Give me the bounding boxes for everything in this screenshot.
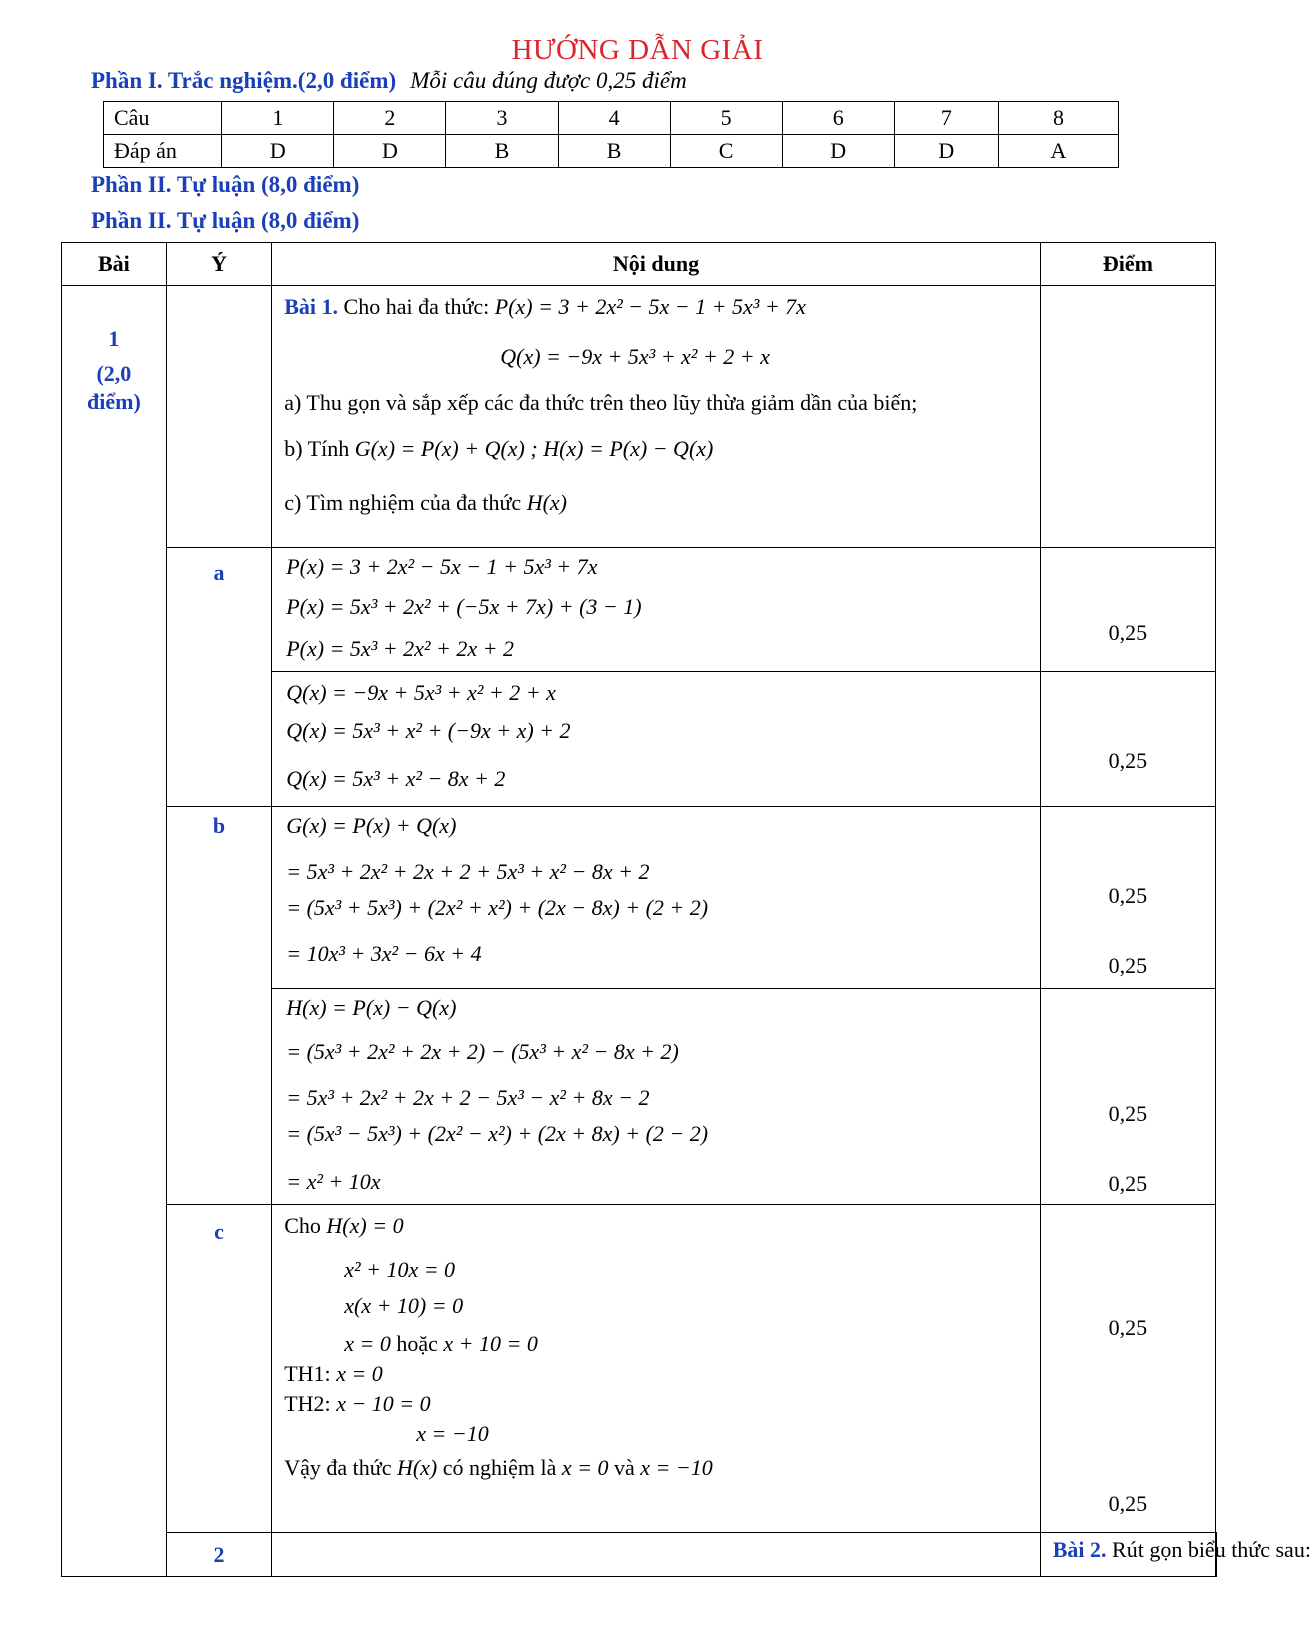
bai1-score-cell: [1040, 286, 1215, 548]
part-c-row: [62, 1205, 1217, 1533]
part-a-label: a: [166, 548, 271, 807]
answer-table: [103, 101, 1119, 168]
part-c-th1-math: x = 0: [336, 1361, 383, 1386]
part-a-q-score-cell: [1040, 672, 1215, 807]
bai2-label: Bài 2.: [1052, 1537, 1107, 1562]
answer-row-label: Câu: [104, 102, 222, 135]
part-a-p-line: P(x) = 5x³ + 2x² + (−5x + 7x) + (3 − 1): [286, 594, 642, 619]
part2-heading-repeat: Phần II. Tự luận (8,0 điểm): [91, 208, 360, 233]
bai1-task-b-text: b) Tính: [284, 436, 355, 461]
question-cell: 1: [222, 102, 334, 135]
part-b-g-line: G(x) = P(x) + Q(x): [286, 813, 457, 838]
bai1-task-b-math: G(x) = P(x) + Q(x) ; H(x) = P(x) − Q(x): [354, 436, 714, 461]
part-b-h-line: = 5x³ + 2x² + 2x + 2 − 5x³ − x² + 8x − 2: [286, 1085, 650, 1110]
answer-table-row-questions: [104, 102, 1119, 135]
bai1-y-cell: [166, 286, 271, 548]
part-c-math: x + 10 = 0: [443, 1331, 538, 1356]
part-b-g-line: = 10x³ + 3x² − 6x + 4: [286, 941, 482, 966]
answer-cell: D: [222, 135, 334, 168]
answer-cell: C: [670, 135, 782, 168]
solution-header-row: [62, 243, 1217, 286]
answer-cell: D: [334, 135, 446, 168]
bai1-task-a: a) Thu gọn và sắp xếp các đa thức trên theo lũy thừa giảm dần của biến;: [284, 390, 918, 415]
answer-cell: B: [558, 135, 670, 168]
score-value: 0,25: [1108, 953, 1148, 978]
part-c-text: có nghiệm là: [437, 1455, 562, 1480]
part-b-label: b: [166, 807, 271, 1205]
part-b-h-score-cell: [1040, 989, 1215, 1205]
part-a-q-content: [272, 672, 1041, 807]
bai2-number: 2: [166, 1533, 271, 1577]
bai1-points: (2,0 điểm): [87, 361, 141, 414]
question-cell: 2: [334, 102, 446, 135]
bai1-task-c: [284, 490, 567, 516]
part-c-th2-math: x − 10 = 0: [336, 1391, 431, 1416]
answer-cell: D: [782, 135, 894, 168]
part-b-h-content: [272, 989, 1041, 1205]
part2-heading: Phần II. Tự luận (8,0 điểm): [91, 172, 360, 197]
part-c-math: x = 0: [344, 1331, 391, 1356]
part-c-th2-label: TH2:: [284, 1391, 337, 1416]
bai1-intro-line: [284, 294, 806, 320]
part-a-p-row: [62, 548, 1217, 672]
part1-heading-text: Phần I. Trắc nghiệm.(2,0 điểm): [91, 68, 397, 93]
part-c-text: và: [608, 1455, 641, 1480]
part-c-th1: [284, 1361, 383, 1387]
score-value: 0,25: [1108, 748, 1148, 773]
part-c-content: [272, 1205, 1041, 1533]
answer-cell: D: [894, 135, 998, 168]
header-noi-dung: Nội dung: [272, 243, 1041, 286]
part-b-g-content: [272, 807, 1041, 989]
part-b-h-line: = x² + 10x: [286, 1169, 381, 1194]
header-y: Ý: [166, 243, 271, 286]
part-c-th2-result: x = −10: [416, 1421, 489, 1446]
solution-table: [61, 242, 1311, 1577]
score-value: 0,25: [1108, 1171, 1148, 1196]
part-a-p-content: [272, 548, 1041, 672]
page-title: HƯỚNG DẪN GIẢI: [511, 34, 764, 66]
part-a-q-line: Q(x) = −9x + 5x³ + x² + 2 + x: [286, 680, 556, 705]
bai1-task-c-math: H(x): [526, 490, 567, 515]
score-value: 0,25: [1108, 620, 1148, 645]
part-a-q-line: Q(x) = 5x³ + x² + (−9x + x) + 2: [286, 718, 571, 743]
bai1-P: P(x) = 3 + 2x² − 5x − 1 + 5x³ + 7x: [494, 294, 806, 319]
answer-table-row-answers: [104, 135, 1119, 168]
bai2-text: Rút gọn biểu thức sau:: [1106, 1537, 1311, 1562]
part-b-g-score-cell: [1040, 807, 1215, 989]
part-c-cho-math: H(x) = 0: [326, 1213, 404, 1238]
part-a-p-line: P(x) = 5x³ + 2x² + 2x + 2: [286, 636, 514, 661]
bai2-row: [62, 1533, 1217, 1577]
part-c-cho: [284, 1213, 403, 1239]
part-b-h-line: = (5x³ − 5x³) + (2x² − x²) + (2x + 8x) + (2 − 2): [286, 1121, 709, 1146]
part-c-math: x = 0: [561, 1455, 609, 1480]
question-cell: 7: [894, 102, 998, 135]
score-value: 0,25: [1108, 1491, 1148, 1516]
part-a-p-score-cell: [1040, 548, 1215, 672]
bai2-content: [1040, 1533, 1311, 1577]
part-c-text: hoặc: [390, 1331, 444, 1356]
answer-cell: A: [998, 135, 1118, 168]
bai2-y-cell: [272, 1533, 1041, 1577]
part-c-cho-text: Cho: [284, 1213, 327, 1238]
answer-row-label: Đáp án: [104, 135, 222, 168]
part-b-h-line: = (5x³ + 2x² + 2x + 2) − (5x³ + x² − 8x + 2): [286, 1039, 679, 1064]
question-cell: 6: [782, 102, 894, 135]
question-cell: 5: [670, 102, 782, 135]
part-c-math: x = −10: [640, 1455, 713, 1480]
question-cell: 4: [558, 102, 670, 135]
part-b-g-line: = 5x³ + 2x² + 2x + 2 + 5x³ + x² − 8x + 2: [286, 859, 650, 884]
part-b-g-line: = (5x³ + 5x³) + (2x² + x²) + (2x − 8x) + (2 + 2): [286, 895, 709, 920]
part-c-line: x² + 10x = 0: [344, 1257, 456, 1282]
part-a-p-line: P(x) = 3 + 2x² − 5x − 1 + 5x³ + 7x: [286, 554, 598, 579]
part-c-label: c: [166, 1205, 271, 1533]
part-c-line: x(x + 10) = 0: [344, 1293, 464, 1318]
score-value: 0,25: [1108, 1315, 1148, 1340]
header-diem: Điểm: [1040, 243, 1215, 286]
score-value: 0,25: [1108, 1101, 1148, 1126]
part1-note: Mỗi câu đúng được 0,25 điểm: [410, 68, 687, 93]
part-b-g-row: [62, 807, 1217, 989]
bai1-Q: Q(x) = −9x + 5x³ + x² + 2 + x: [500, 344, 770, 369]
header-bai: Bài: [62, 243, 167, 286]
part-c-score-cell: [1040, 1205, 1215, 1533]
bai1-number-cell: [62, 286, 167, 1577]
part-c-th1-label: TH1:: [284, 1361, 337, 1386]
bai1-row: [62, 286, 1217, 548]
bai2-line: [1053, 1537, 1311, 1563]
part-c-text: Vậy đa thức: [284, 1455, 397, 1480]
part-c-line: [344, 1331, 538, 1357]
bai1-content: [272, 286, 1041, 548]
bai1-intro: Cho hai đa thức:: [338, 294, 495, 319]
part-c-math: H(x): [396, 1455, 438, 1480]
part-c-th2: [284, 1391, 430, 1417]
question-cell: 8: [998, 102, 1118, 135]
part-b-h-line: H(x) = P(x) − Q(x): [286, 995, 457, 1020]
bai1-number: 1: [108, 326, 120, 351]
part1-heading: [91, 68, 687, 94]
answer-cell: B: [446, 135, 558, 168]
bai1-label: Bài 1.: [284, 294, 339, 319]
question-cell: 3: [446, 102, 558, 135]
bai1-task-c-text: c) Tìm nghiệm của đa thức: [284, 490, 527, 515]
part-c-conclusion: [284, 1455, 713, 1481]
part-a-q-line: Q(x) = 5x³ + x² − 8x + 2: [286, 766, 506, 791]
bai1-task-b: [284, 436, 713, 462]
score-value: 0,25: [1108, 883, 1148, 908]
